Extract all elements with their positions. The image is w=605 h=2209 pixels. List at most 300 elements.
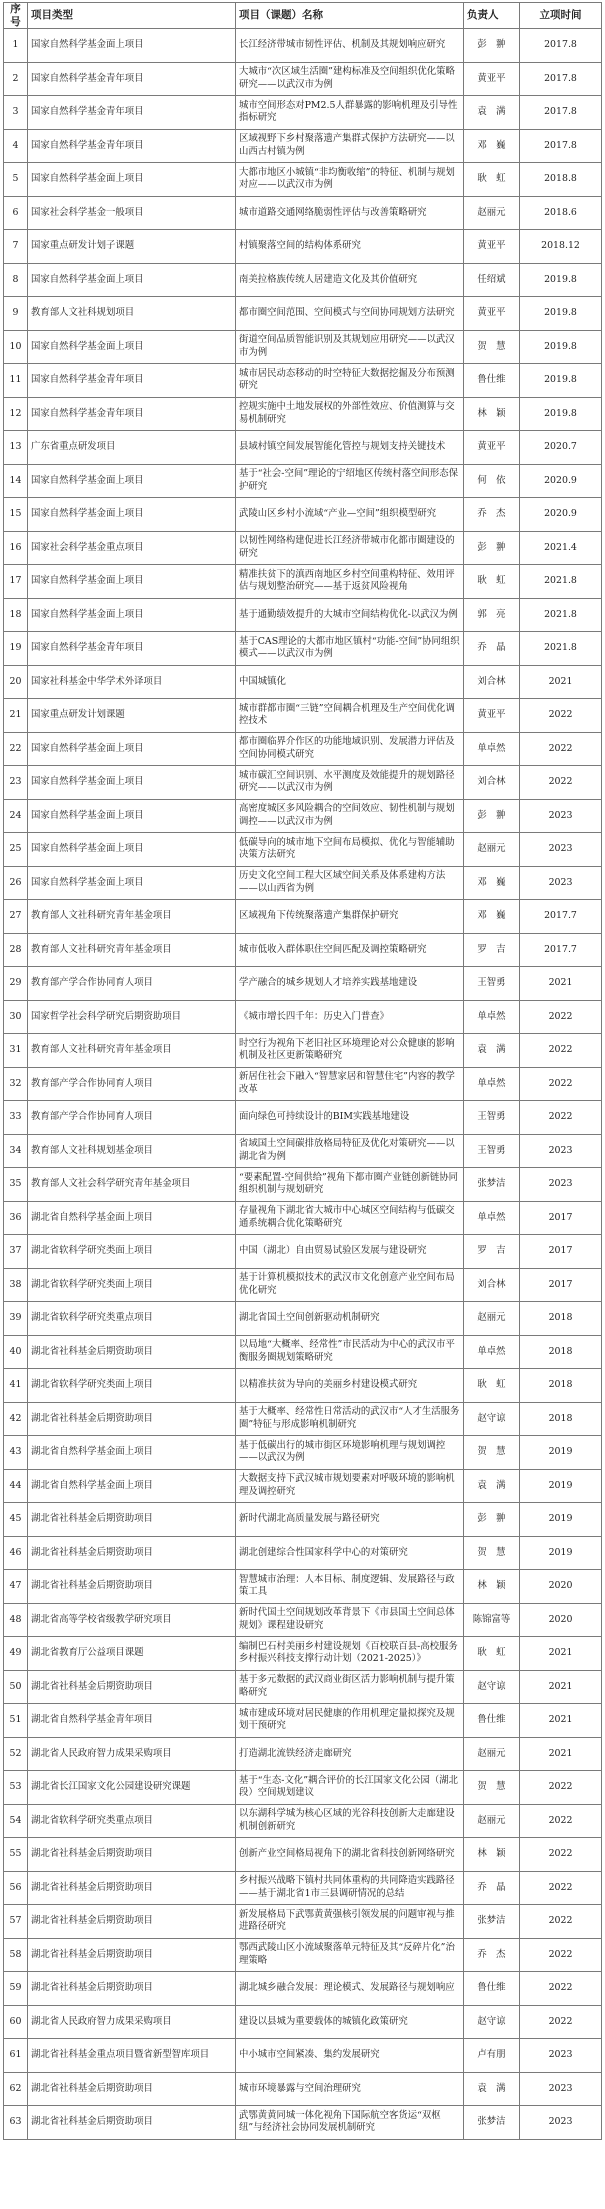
cell-serial-number: 46 <box>4 1536 28 1570</box>
table-row <box>4 364 602 398</box>
cell-approval-date: 2022 <box>520 1101 602 1135</box>
cell-principal-investigator: 鲁仕维 <box>464 1704 520 1738</box>
cell-project-title: 控规实施中土地发展权的外部性效应、价值测算与交易机制研究 <box>236 397 464 431</box>
cell-project-type: 湖北省社科基金后期资助项目 <box>28 1402 236 1436</box>
cell-principal-investigator: 赵丽元 <box>464 196 520 230</box>
cell-project-title: 湖北城乡融合发展：理论模式、发展路径与规划响应 <box>236 1972 464 2006</box>
cell-serial-number: 9 <box>4 297 28 331</box>
cell-serial-number: 5 <box>4 163 28 197</box>
cell-approval-date: 2019 <box>520 1503 602 1537</box>
cell-approval-date: 2023 <box>520 2072 602 2106</box>
cell-project-title: 城市群都市圈“三链”空间耦合机理及生产空间优化调控技术 <box>236 699 464 733</box>
table-row <box>4 632 602 666</box>
table-row <box>4 1771 602 1805</box>
cell-project-title: 以东湖科学城为核心区域的光谷科技创新大走廊建设机制创新研究 <box>236 1804 464 1838</box>
cell-project-title: 村镇聚落空间的结构体系研究 <box>236 230 464 264</box>
header-row <box>4 3 602 29</box>
cell-project-title: 长江经济带城市韧性评估、机制及其规划响应研究 <box>236 29 464 63</box>
table-row <box>4 565 602 599</box>
cell-project-title: 《城市增长四千年：历史入门普查》 <box>236 1000 464 1034</box>
cell-principal-investigator: 乔 杰 <box>464 498 520 532</box>
cell-approval-date: 2020.9 <box>520 464 602 498</box>
cell-approval-date: 2021 <box>520 1637 602 1671</box>
table-body <box>4 29 602 2140</box>
cell-project-title: 湖北创建综合性国家科学中心的对策研究 <box>236 1536 464 1570</box>
cell-approval-date: 2022 <box>520 1871 602 1905</box>
cell-approval-date: 2018.8 <box>520 163 602 197</box>
cell-project-title: 时空行为视角下老旧社区环境理论对公众健康的影响机制及社区更新策略研究 <box>236 1034 464 1068</box>
cell-principal-investigator: 单卓然 <box>464 1067 520 1101</box>
cell-principal-investigator: 贺 慧 <box>464 1536 520 1570</box>
table-row <box>4 967 602 1001</box>
table-row <box>4 1972 602 2006</box>
cell-approval-date: 2019 <box>520 1436 602 1470</box>
cell-serial-number: 41 <box>4 1369 28 1403</box>
cell-project-type: 国家自然科学基金面上项目 <box>28 766 236 800</box>
cell-project-type: 湖北省自然科学基金青年项目 <box>28 1704 236 1738</box>
cell-project-title: 新居住社会下融入“智慧家居和智慧住宅”内容的教学改革 <box>236 1067 464 1101</box>
table-row <box>4 196 602 230</box>
cell-serial-number: 17 <box>4 565 28 599</box>
table-row <box>4 1436 602 1470</box>
cell-project-type: 国家社会科学基金重点项目 <box>28 531 236 565</box>
table-row <box>4 866 602 900</box>
cell-project-type: 国家自然科学基金面上项目 <box>28 163 236 197</box>
table-row <box>4 699 602 733</box>
cell-serial-number: 45 <box>4 1503 28 1537</box>
cell-serial-number: 43 <box>4 1436 28 1470</box>
cell-project-type: 湖北省社科基金重点项目暨省新型智库项目 <box>28 2039 236 2073</box>
table-row <box>4 833 602 867</box>
cell-principal-investigator: 黄亚平 <box>464 699 520 733</box>
cell-principal-investigator: 罗 吉 <box>464 933 520 967</box>
cell-approval-date: 2022 <box>520 1905 602 1939</box>
cell-project-title: 中国（湖北）自由贸易试验区发展与建设研究 <box>236 1235 464 1269</box>
table-row <box>4 163 602 197</box>
cell-approval-date: 2022 <box>520 1972 602 2006</box>
cell-approval-date: 2020 <box>520 1603 602 1637</box>
table-row <box>4 1268 602 1302</box>
cell-approval-date: 2019.8 <box>520 330 602 364</box>
cell-project-title: 城市碳汇空间识别、水平测度及效能提升的规划路径研究——以武汉市为例 <box>236 766 464 800</box>
cell-project-title: 精准扶贫下的滇西南地区乡村空间重构特征、效用评估与规划整治研究——基于返贫风险视角 <box>236 565 464 599</box>
table-row <box>4 766 602 800</box>
cell-principal-investigator: 邓 巍 <box>464 866 520 900</box>
cell-project-title: 大都市地区小城镇“非均衡收缩”的特征、机制与规划对应——以武汉市为例 <box>236 163 464 197</box>
cell-principal-investigator: 林 颖 <box>464 1570 520 1604</box>
table-row <box>4 1335 602 1369</box>
cell-serial-number: 25 <box>4 833 28 867</box>
cell-approval-date: 2023 <box>520 2106 602 2140</box>
cell-project-type: 国家重点研发计划课题 <box>28 699 236 733</box>
cell-project-title: 建设以县城为重要载体的城镇化政策研究 <box>236 2005 464 2039</box>
cell-approval-date: 2018.6 <box>520 196 602 230</box>
cell-project-title: 南美拉格族传统人居建造文化及其价值研究 <box>236 263 464 297</box>
cell-approval-date: 2018 <box>520 1369 602 1403</box>
cell-approval-date: 2022 <box>520 1000 602 1034</box>
table-row <box>4 297 602 331</box>
cell-project-title: 以精准扶贫为导向的美丽乡村建设模式研究 <box>236 1369 464 1403</box>
cell-principal-investigator: 张梦洁 <box>464 1168 520 1202</box>
table-row <box>4 498 602 532</box>
cell-project-title: 新发展格局下武鄂黄黄强核引领发展的问题审视与推进路径研究 <box>236 1905 464 1939</box>
cell-principal-investigator: 黄亚平 <box>464 62 520 96</box>
cell-principal-investigator: 刘合林 <box>464 665 520 699</box>
cell-project-type: 湖北省社科基金后期资助项目 <box>28 1972 236 2006</box>
cell-principal-investigator: 单卓然 <box>464 732 520 766</box>
cell-serial-number: 27 <box>4 900 28 934</box>
cell-project-title: 历史文化空间工程大区域空间关系及体系建构方法——以山西省为例 <box>236 866 464 900</box>
table-row <box>4 1871 602 1905</box>
cell-principal-investigator: 贺 慧 <box>464 1436 520 1470</box>
cell-approval-date: 2023 <box>520 799 602 833</box>
cell-principal-investigator: 单卓然 <box>464 1000 520 1034</box>
cell-serial-number: 22 <box>4 732 28 766</box>
table-row <box>4 1101 602 1135</box>
table-row <box>4 732 602 766</box>
table-row <box>4 2005 602 2039</box>
cell-project-type: 国家自然科学基金青年项目 <box>28 397 236 431</box>
cell-serial-number: 1 <box>4 29 28 63</box>
table-row <box>4 1704 602 1738</box>
table-row <box>4 1637 602 1671</box>
cell-serial-number: 16 <box>4 531 28 565</box>
cell-project-title: 存量视角下湖北省大城市中心城区空间结构与低碳交通系统耦合优化策略研究 <box>236 1201 464 1235</box>
cell-project-type: 湖北省社科基金后期资助项目 <box>28 1335 236 1369</box>
table-row <box>4 464 602 498</box>
cell-project-type: 国家自然科学基金面上项目 <box>28 464 236 498</box>
cell-serial-number: 21 <box>4 699 28 733</box>
cell-principal-investigator: 乔 晶 <box>464 632 520 666</box>
cell-project-type: 湖北省自然科学基金面上项目 <box>28 1436 236 1470</box>
cell-approval-date: 2020.9 <box>520 498 602 532</box>
cell-project-title: 以韧性网络构建促进长江经济带城市化都市圈建设的研究 <box>236 531 464 565</box>
cell-principal-investigator: 贺 慧 <box>464 330 520 364</box>
cell-approval-date: 2022 <box>520 1938 602 1972</box>
cell-principal-investigator: 袁 满 <box>464 1034 520 1068</box>
cell-approval-date: 2023 <box>520 1134 602 1168</box>
table-row <box>4 1804 602 1838</box>
cell-principal-investigator: 赵丽元 <box>464 1804 520 1838</box>
table-row <box>4 1000 602 1034</box>
cell-serial-number: 12 <box>4 397 28 431</box>
table-row <box>4 431 602 465</box>
cell-approval-date: 2022 <box>520 732 602 766</box>
cell-serial-number: 44 <box>4 1469 28 1503</box>
cell-approval-date: 2017.8 <box>520 129 602 163</box>
cell-project-title: 基于“生态-文化”耦合评价的长江国家文化公园（湖北段）空间规划建议 <box>236 1771 464 1805</box>
cell-principal-investigator: 单卓然 <box>464 1335 520 1369</box>
cell-project-title: 武鄂黄黄同城一体化视角下国际航空客货运“双枢纽”与经济社会协同发展机制研究 <box>236 2106 464 2140</box>
cell-project-type: 国家自然科学基金青年项目 <box>28 96 236 130</box>
cell-project-title: 城市空间形态对PM2.5人群暴露的影响机理及引导性指标研究 <box>236 96 464 130</box>
cell-principal-investigator: 鲁仕维 <box>464 1972 520 2006</box>
cell-project-type: 湖北省人民政府智力成果采购项目 <box>28 2005 236 2039</box>
cell-project-type: 国家自然科学基金面上项目 <box>28 498 236 532</box>
cell-serial-number: 35 <box>4 1168 28 1202</box>
cell-serial-number: 15 <box>4 498 28 532</box>
cell-serial-number: 31 <box>4 1034 28 1068</box>
cell-project-title: 都市圈临界介作区的功能地域识别、发展潜力评估及空间协同模式研究 <box>236 732 464 766</box>
cell-project-type: 湖北省社科基金后期资助项目 <box>28 1938 236 1972</box>
cell-serial-number: 48 <box>4 1603 28 1637</box>
cell-approval-date: 2021 <box>520 1737 602 1771</box>
cell-project-title: 街道空间品质智能识别及其规划应用研究——以武汉市为例 <box>236 330 464 364</box>
cell-approval-date: 2017.8 <box>520 62 602 96</box>
cell-approval-date: 2017 <box>520 1201 602 1235</box>
cell-project-title: 县域村镇空间发展智能化管控与规划支持关键技术 <box>236 431 464 465</box>
cell-project-title: 城市环境暴露与空间治理研究 <box>236 2072 464 2106</box>
table-row <box>4 263 602 297</box>
cell-serial-number: 57 <box>4 1905 28 1939</box>
cell-principal-investigator: 耿 虹 <box>464 163 520 197</box>
cell-project-title: “要素配置-空间供给”视角下都市圈产业链创新链协同组织机制与规划研究 <box>236 1168 464 1202</box>
cell-serial-number: 33 <box>4 1101 28 1135</box>
cell-project-type: 国家社会科学基金一般项目 <box>28 196 236 230</box>
table-row <box>4 1134 602 1168</box>
table-row <box>4 2072 602 2106</box>
cell-principal-investigator: 林 颖 <box>464 397 520 431</box>
cell-principal-investigator: 赵守谅 <box>464 1670 520 1704</box>
table-row <box>4 1670 602 1704</box>
cell-project-type: 湖北省社科基金后期资助项目 <box>28 1905 236 1939</box>
cell-approval-date: 2018.12 <box>520 230 602 264</box>
cell-principal-investigator: 乔 杰 <box>464 1938 520 1972</box>
cell-project-type: 国家自然科学基金面上项目 <box>28 330 236 364</box>
cell-project-type: 国家重点研发计划子课题 <box>28 230 236 264</box>
cell-project-title: 区域视角下传统聚落遗产集群保护研究 <box>236 900 464 934</box>
cell-serial-number: 37 <box>4 1235 28 1269</box>
cell-project-type: 教育部人文社科规划基金项目 <box>28 1134 236 1168</box>
cell-principal-investigator: 黄亚平 <box>464 297 520 331</box>
cell-principal-investigator: 单卓然 <box>464 1201 520 1235</box>
cell-approval-date: 2017 <box>520 1235 602 1269</box>
cell-serial-number: 60 <box>4 2005 28 2039</box>
cell-principal-investigator: 林 颖 <box>464 1838 520 1872</box>
table-row <box>4 96 602 130</box>
cell-approval-date: 2022 <box>520 1771 602 1805</box>
cell-serial-number: 58 <box>4 1938 28 1972</box>
cell-serial-number: 8 <box>4 263 28 297</box>
header-principal-investigator: 负责人 <box>464 3 520 29</box>
table-row <box>4 665 602 699</box>
cell-approval-date: 2021 <box>520 1704 602 1738</box>
cell-project-title: 以局地“大概率、经常性”市民活动为中心的武汉市平衡服务圈规划策略研究 <box>236 1335 464 1369</box>
cell-serial-number: 20 <box>4 665 28 699</box>
table-row <box>4 1034 602 1068</box>
cell-project-type: 湖北省人民政府智力成果采购项目 <box>28 1737 236 1771</box>
cell-project-title: 基于计算机模拟技术的武汉市文化创意产业空间布局优化研究 <box>236 1268 464 1302</box>
cell-approval-date: 2021.4 <box>520 531 602 565</box>
cell-project-type: 教育部人文社科研究青年基金项目 <box>28 900 236 934</box>
cell-principal-investigator: 王智勇 <box>464 1134 520 1168</box>
table-row <box>4 1503 602 1537</box>
cell-serial-number: 55 <box>4 1838 28 1872</box>
cell-serial-number: 50 <box>4 1670 28 1704</box>
cell-project-title: 都市圈空间范围、空间模式与空间协同规划方法研究 <box>236 297 464 331</box>
cell-serial-number: 28 <box>4 933 28 967</box>
cell-project-type: 国家自然科学基金青年项目 <box>28 632 236 666</box>
cell-project-type: 国家自然科学基金面上项目 <box>28 263 236 297</box>
cell-principal-investigator: 彭 翀 <box>464 29 520 63</box>
cell-project-type: 国家哲学社会科学研究后期资助项目 <box>28 1000 236 1034</box>
cell-approval-date: 2023 <box>520 1168 602 1202</box>
table-row <box>4 29 602 63</box>
cell-approval-date: 2022 <box>520 699 602 733</box>
cell-approval-date: 2020 <box>520 1570 602 1604</box>
cell-project-title: 鄂西武陵山区小流域聚落单元特征及其“反碎片化”治理策略 <box>236 1938 464 1972</box>
cell-principal-investigator: 何 依 <box>464 464 520 498</box>
cell-principal-investigator: 耿 虹 <box>464 1637 520 1671</box>
cell-approval-date: 2019.8 <box>520 263 602 297</box>
cell-project-type: 国家自然科学基金青年项目 <box>28 62 236 96</box>
cell-project-type: 湖北省社科基金后期资助项目 <box>28 1838 236 1872</box>
table-row <box>4 900 602 934</box>
cell-project-title: 打造湖北流铁经济走廊研究 <box>236 1737 464 1771</box>
cell-approval-date: 2017.7 <box>520 900 602 934</box>
table-row <box>4 598 602 632</box>
cell-principal-investigator: 陈锦富等 <box>464 1603 520 1637</box>
table-row <box>4 1938 602 1972</box>
cell-principal-investigator: 王智勇 <box>464 967 520 1001</box>
cell-project-type: 国家自然科学基金青年项目 <box>28 129 236 163</box>
cell-project-type: 教育部人文社科研究青年基金项目 <box>28 933 236 967</box>
cell-project-title: 中国城镇化 <box>236 665 464 699</box>
cell-principal-investigator: 赵丽元 <box>464 833 520 867</box>
cell-project-title: 面向绿色可持续设计的BIM实践基地建设 <box>236 1101 464 1135</box>
cell-project-type: 湖北省社科基金后期资助项目 <box>28 1670 236 1704</box>
cell-project-type: 国家自然科学基金面上项目 <box>28 732 236 766</box>
cell-project-title: 大数据支持下武汉城市规划要素对呼吸环境的影响机理及调控研究 <box>236 1469 464 1503</box>
cell-approval-date: 2017 <box>520 1268 602 1302</box>
cell-approval-date: 2018 <box>520 1335 602 1369</box>
table-row <box>4 2039 602 2073</box>
cell-approval-date: 2019.8 <box>520 397 602 431</box>
cell-project-title: 大城市“次区域生活圈”建构标准及空间组织优化策略研究——以武汉市为例 <box>236 62 464 96</box>
cell-principal-investigator: 耿 虹 <box>464 565 520 599</box>
cell-project-type: 广东省重点研发项目 <box>28 431 236 465</box>
cell-serial-number: 32 <box>4 1067 28 1101</box>
cell-approval-date: 2020.7 <box>520 431 602 465</box>
cell-project-title: 城市低收入群体职住空间匹配及调控策略研究 <box>236 933 464 967</box>
cell-project-title: 城市居民动态移动的时空特征大数据挖掘及分布预测研究 <box>236 364 464 398</box>
cell-serial-number: 29 <box>4 967 28 1001</box>
cell-principal-investigator: 鲁仕维 <box>464 364 520 398</box>
cell-principal-investigator: 任绍斌 <box>464 263 520 297</box>
cell-project-type: 湖北省社科基金后期资助项目 <box>28 2072 236 2106</box>
cell-project-title: 区域视野下乡村聚落遗产集群式保护方法研究——以山西古村镇为例 <box>236 129 464 163</box>
cell-principal-investigator: 袁 满 <box>464 1469 520 1503</box>
project-table <box>3 2 602 2140</box>
cell-project-type: 湖北省软科学研究类重点项目 <box>28 1804 236 1838</box>
cell-approval-date: 2021 <box>520 665 602 699</box>
cell-principal-investigator: 黄亚平 <box>464 230 520 264</box>
cell-project-title: 湖北省国土空间创新驱动机制研究 <box>236 1302 464 1336</box>
cell-project-type: 教育部产学合作协同育人项目 <box>28 1067 236 1101</box>
cell-serial-number: 6 <box>4 196 28 230</box>
cell-project-title: 省域国土空间碳排放格局特征及优化对策研究——以湖北省为例 <box>236 1134 464 1168</box>
cell-project-type: 国家自然科学基金面上项目 <box>28 598 236 632</box>
table-row <box>4 531 602 565</box>
cell-approval-date: 2023 <box>520 2039 602 2073</box>
cell-approval-date: 2018 <box>520 1302 602 1336</box>
cell-serial-number: 7 <box>4 230 28 264</box>
cell-approval-date: 2022 <box>520 1838 602 1872</box>
cell-principal-investigator: 张梦洁 <box>464 1905 520 1939</box>
table-row <box>4 1201 602 1235</box>
cell-serial-number: 30 <box>4 1000 28 1034</box>
table-row <box>4 1469 602 1503</box>
table-row <box>4 1905 602 1939</box>
cell-serial-number: 42 <box>4 1402 28 1436</box>
cell-serial-number: 11 <box>4 364 28 398</box>
table-row <box>4 2106 602 2140</box>
cell-project-type: 国家社科基金中华学术外译项目 <box>28 665 236 699</box>
cell-serial-number: 34 <box>4 1134 28 1168</box>
cell-approval-date: 2022 <box>520 1804 602 1838</box>
cell-approval-date: 2017.7 <box>520 933 602 967</box>
cell-project-type: 教育部人文社科规划项目 <box>28 297 236 331</box>
cell-serial-number: 3 <box>4 96 28 130</box>
cell-approval-date: 2023 <box>520 866 602 900</box>
cell-principal-investigator: 彭 翀 <box>464 1503 520 1537</box>
cell-project-title: 编制巴石村美丽乡村建设规划《百校联百县-高校服务乡村振兴科技支撑行动计划（2021-2025）》 <box>236 1637 464 1671</box>
cell-approval-date: 2019 <box>520 1469 602 1503</box>
table-row <box>4 1838 602 1872</box>
cell-project-type: 国家自然科学基金面上项目 <box>28 866 236 900</box>
cell-serial-number: 13 <box>4 431 28 465</box>
cell-approval-date: 2017.8 <box>520 29 602 63</box>
cell-project-title: 乡村振兴战略下镇村共同体重构的共同降造实践路径——基于湖北省1市三县调研情况的总结 <box>236 1871 464 1905</box>
cell-serial-number: 51 <box>4 1704 28 1738</box>
cell-project-type: 湖北省社科基金后期资助项目 <box>28 1503 236 1537</box>
cell-project-title: 基于CAS理论的大都市地区镇村“功能-空间”协同组织模式——以武汉市为例 <box>236 632 464 666</box>
cell-project-type: 国家自然科学基金面上项目 <box>28 29 236 63</box>
table-row <box>4 1302 602 1336</box>
table-row <box>4 933 602 967</box>
cell-serial-number: 53 <box>4 1771 28 1805</box>
table-row <box>4 129 602 163</box>
table-row <box>4 1235 602 1269</box>
cell-approval-date: 2019.8 <box>520 297 602 331</box>
cell-project-type: 湖北省软科学研究类重点项目 <box>28 1302 236 1336</box>
cell-project-type: 湖北省软科学研究类面上项目 <box>28 1268 236 1302</box>
cell-project-title: 学产融合的城乡规划人才培养实践基地建设 <box>236 967 464 1001</box>
cell-approval-date: 2022 <box>520 1067 602 1101</box>
cell-project-type: 国家自然科学基金面上项目 <box>28 565 236 599</box>
cell-serial-number: 18 <box>4 598 28 632</box>
cell-principal-investigator: 罗 吉 <box>464 1235 520 1269</box>
table-row <box>4 397 602 431</box>
header-approval-date: 立项时间 <box>520 3 602 29</box>
cell-project-title: 中小城市空间紧凑、集约发展研究 <box>236 2039 464 2073</box>
cell-serial-number: 49 <box>4 1637 28 1671</box>
cell-serial-number: 36 <box>4 1201 28 1235</box>
cell-project-type: 湖北省自然科学基金面上项目 <box>28 1201 236 1235</box>
header-project-title: 项目（课题）名称 <box>236 3 464 29</box>
cell-principal-investigator: 赵丽元 <box>464 1737 520 1771</box>
cell-serial-number: 59 <box>4 1972 28 2006</box>
cell-project-type: 教育部人文社科研究青年基金项目 <box>28 1034 236 1068</box>
table-row <box>4 1369 602 1403</box>
cell-project-type: 教育部人文社会科学研究青年基金项目 <box>28 1168 236 1202</box>
cell-approval-date: 2018 <box>520 1402 602 1436</box>
cell-project-title: 新时代国土空间规划改革背景下《市县国土空间总体规划》课程建设研究 <box>236 1603 464 1637</box>
cell-principal-investigator: 黄亚平 <box>464 431 520 465</box>
cell-project-title: 城市建成环境对居民健康的作用机理定量拟探究及规划干预研究 <box>236 1704 464 1738</box>
cell-project-type: 湖北省社科基金后期资助项目 <box>28 1570 236 1604</box>
cell-project-title: 新时代湖北高质量发展与路径研究 <box>236 1503 464 1537</box>
